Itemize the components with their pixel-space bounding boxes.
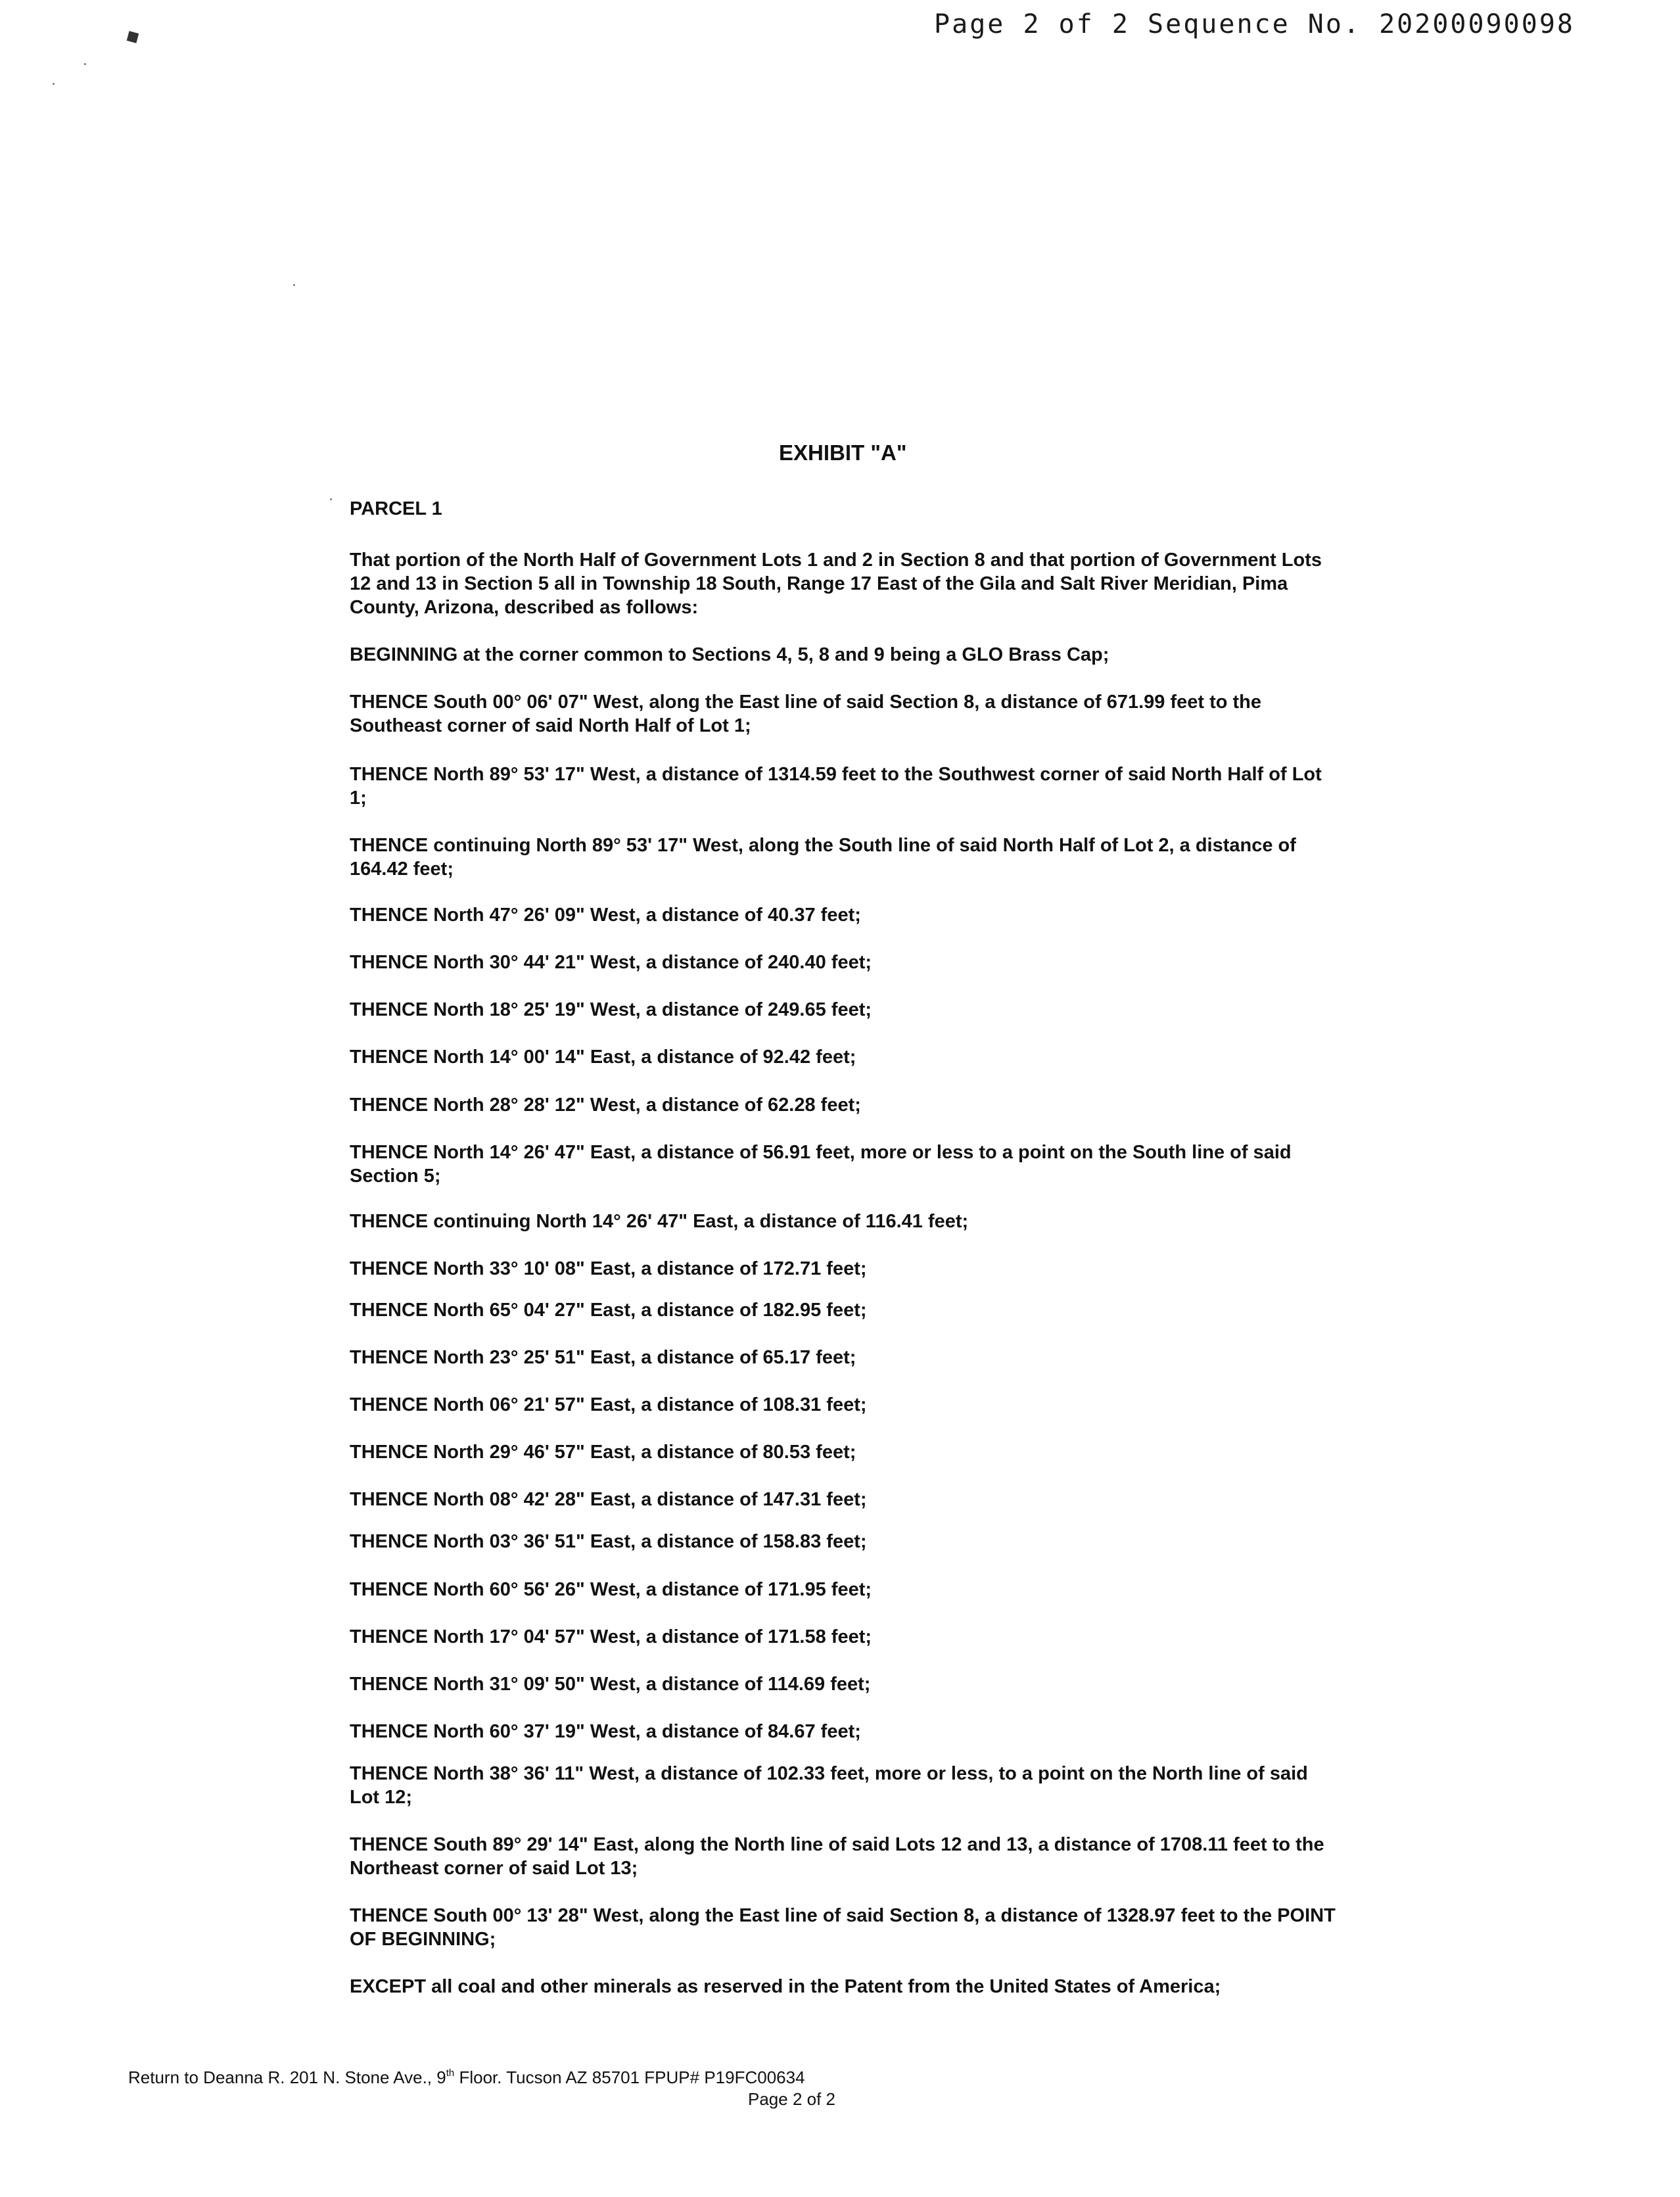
exhibit-title: EXHIBIT "A" bbox=[779, 440, 907, 465]
scan-speck bbox=[53, 83, 55, 85]
return-address-suffix: Floor. Tucson AZ 85701 FPUP# P19FC00634 bbox=[454, 2067, 805, 2087]
footer-page-number: Page 2 of 2 bbox=[748, 2089, 835, 2109]
scan-speck bbox=[84, 63, 86, 65]
paragraph-course: THENCE North 18° 25' 19" West, a distance of 249.65 feet; bbox=[350, 999, 872, 1020]
paragraph-course: THENCE North 33° 10' 08" East, a distance of 172.71 feet; bbox=[350, 1258, 867, 1279]
return-address bbox=[128, 2067, 805, 2088]
paragraph-course: THENCE North 14° 26' 47" East, a distance of 56.91 feet, more or less to a point on the South line of said Section 5; bbox=[350, 1142, 1292, 1187]
scan-mark: ◆ bbox=[120, 22, 144, 49]
paragraph-course: THENCE North 28° 28' 12" West, a distance of 62.28 feet; bbox=[350, 1095, 861, 1116]
paragraph-course: THENCE North 14° 00' 14" East, a distance of 92.42 feet; bbox=[350, 1047, 856, 1068]
parcel-heading: PARCEL 1 bbox=[350, 498, 442, 519]
paragraph-course: THENCE North 03° 36' 51" East, a distance of 158.83 feet; bbox=[350, 1531, 867, 1552]
paragraph-course: THENCE continuing North 14° 26' 47" East, a distance of 116.41 feet; bbox=[350, 1211, 969, 1232]
paragraph-intro: That portion of the North Half of Government Lots 1 and 2 in Section 8 and that portion of Government Lots 12 and 13 in Section 5 all in Township 18 South, Range 17 East of the Gila and Salt River Meridian, Pima County, Arizona, described as follows: bbox=[350, 550, 1322, 618]
paragraph-course: THENCE North 60° 37' 19" West, a distance of 84.67 feet; bbox=[350, 1721, 861, 1742]
paragraph-course: THENCE North 29° 46' 57" East, a distance of 80.53 feet; bbox=[350, 1442, 856, 1463]
scan-speck bbox=[330, 498, 332, 500]
paragraph-course: THENCE North 65° 04' 27" East, a distance of 182.95 feet; bbox=[350, 1300, 867, 1321]
paragraph-course: THENCE North 17° 04' 57" West, a distance of 171.58 feet; bbox=[350, 1626, 872, 1647]
paragraph-course: THENCE North 47° 26' 09" West, a distance of 40.37 feet; bbox=[350, 905, 861, 926]
scan-speck bbox=[293, 284, 295, 286]
paragraph-course: THENCE North 60° 56' 26" West, a distance of 171.95 feet; bbox=[350, 1579, 872, 1600]
paragraph-course: THENCE North 89° 53' 17" West, a distance of 1314.59 feet to the Southwest corner of said North Half of Lot 1; bbox=[350, 764, 1322, 809]
return-address-prefix: Return to Deanna R. 201 N. Stone Ave., 9 bbox=[128, 2067, 446, 2087]
paragraph-course: THENCE North 23° 25' 51" East, a distance of 65.17 feet; bbox=[350, 1347, 856, 1368]
paragraph-course: THENCE North 31° 09' 50" West, a distance of 114.69 feet; bbox=[350, 1674, 871, 1695]
page-sequence-header: Page 2 of 2 Sequence No. 20200090098 bbox=[934, 9, 1575, 39]
paragraph-beginning: BEGINNING at the corner common to Sections 4, 5, 8 and 9 being a GLO Brass Cap; bbox=[350, 644, 1109, 665]
paragraph-exception: EXCEPT all coal and other minerals as reserved in the Patent from the United States of America; bbox=[350, 1976, 1221, 1997]
paragraph-course: THENCE North 38° 36' 11" West, a distance of 102.33 feet, more or less, to a point on the North line of said Lot 12; bbox=[350, 1763, 1308, 1808]
paragraph-course: THENCE North 30° 44' 21" West, a distance of 240.40 feet; bbox=[350, 952, 872, 973]
paragraph-course: THENCE South 00° 06' 07" West, along the East line of said Section 8, a distance of 671.99 feet to the Southeast corner of said North Half of Lot 1; bbox=[350, 692, 1262, 736]
paragraph-course: THENCE North 06° 21' 57" East, a distance of 108.31 feet; bbox=[350, 1394, 867, 1415]
paragraph-point-of-beginning: THENCE South 00° 13' 28" West, along the East line of said Section 8, a distance of 1328.97 feet to the POINT OF BEGINNING; bbox=[350, 1905, 1336, 1950]
paragraph-course: THENCE continuing North 89° 53' 17" West, along the South line of said North Half of Lot 2, a distance of 164.42 feet; bbox=[350, 835, 1296, 880]
return-address-sup: th bbox=[446, 2067, 455, 2079]
paragraph-course: THENCE North 08° 42' 28" East, a distance of 147.31 feet; bbox=[350, 1489, 867, 1510]
paragraph-course: THENCE South 89° 29' 14" East, along the North line of said Lots 12 and 13, a distance of 1708.11 feet to the Northeast corner of said Lot 13; bbox=[350, 1834, 1324, 1879]
